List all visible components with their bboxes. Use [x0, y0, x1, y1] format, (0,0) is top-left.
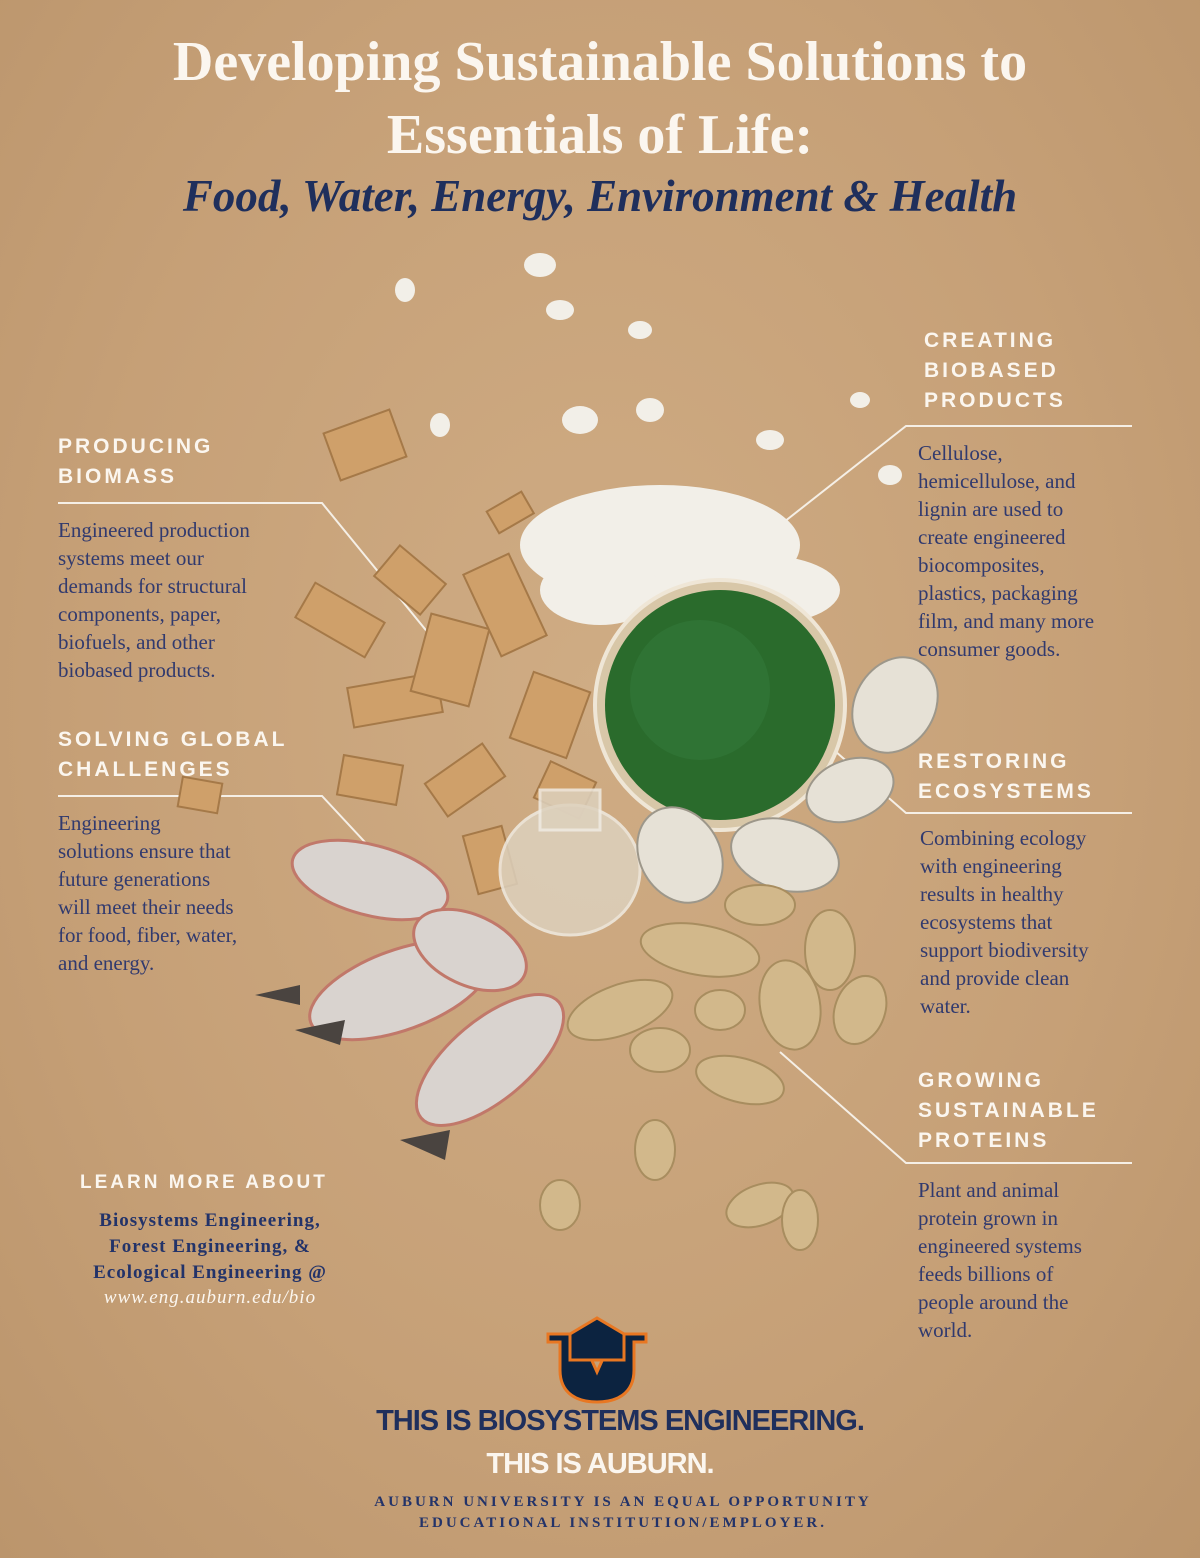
- biomass-body-line: Engineered production: [58, 518, 250, 542]
- learn-more-programs: [60, 1208, 360, 1286]
- proteins-heading-line-1: GROWING: [918, 1069, 1044, 1092]
- biomass-body-line: demands for structural: [58, 574, 247, 598]
- proteins-body-line: world.: [918, 1318, 973, 1342]
- ecosystems-body-line: water.: [920, 994, 971, 1018]
- learn-more-url[interactable]: www.eng.auburn.edu/bio: [103, 1287, 317, 1308]
- biobased-body-line: hemicellulose, and: [918, 469, 1076, 493]
- global-body-line: for food, fiber, water,: [58, 923, 238, 947]
- proteins-body-line: engineered systems: [918, 1234, 1082, 1258]
- proteins-heading-line-3: PROTEINS: [918, 1129, 1050, 1152]
- biobased-body-line: consumer goods.: [918, 637, 1061, 661]
- global-heading-line-2: CHALLENGES: [58, 758, 233, 781]
- biobased-body-line: film, and many more: [918, 609, 1095, 633]
- proteins-body-line: feeds billions of: [918, 1262, 1054, 1286]
- biomass-body-line: biofuels, and other: [58, 630, 215, 654]
- ecosystems-body: [920, 824, 1089, 1020]
- biomass-heading-line-1: PRODUCING: [58, 435, 214, 458]
- subtitle: Food, Water, Energy, Environment & Health: [182, 171, 1018, 221]
- biobased-heading-line-3: PRODUCTS: [924, 389, 1066, 412]
- foam-cluster: [395, 253, 902, 625]
- biobased-body-line: Cellulose,: [918, 441, 1003, 465]
- title-line-2: Essentials of Life:: [386, 104, 814, 166]
- tagline-auburn: THIS IS AUBURN.: [486, 1448, 714, 1480]
- learn-more-line: Biosystems Engineering,: [99, 1210, 321, 1231]
- auburn-logo: [548, 1318, 646, 1402]
- biomass-body-line: biobased products.: [58, 658, 216, 682]
- eeo-statement-line-2: EDUCATIONAL INSTITUTION/EMPLOYER.: [419, 1515, 827, 1531]
- proteins-body-line: protein grown in: [918, 1206, 1058, 1230]
- ecosystems-body-line: and provide clean: [920, 966, 1070, 990]
- biomass-body: [58, 516, 250, 684]
- biobased-body-line: plastics, packaging: [918, 581, 1078, 605]
- learn-more-line: Ecological Engineering @: [93, 1262, 327, 1283]
- biobased-heading-line-2: BIOBASED: [924, 359, 1059, 382]
- peanuts: [540, 885, 895, 1250]
- learn-more-heading: LEARN MORE ABOUT: [80, 1172, 328, 1193]
- global-body-line: and energy.: [58, 951, 155, 975]
- tagline-biosystems: THIS IS BIOSYSTEMS ENGINEERING.: [376, 1405, 864, 1437]
- biomass-body-line: systems meet our: [58, 546, 204, 570]
- global-body-line: future generations: [58, 867, 211, 891]
- title-line-1: Developing Sustainable Solutions to: [172, 31, 1028, 93]
- global-body-line: will meet their needs: [58, 895, 234, 919]
- biobased-body-line: lignin are used to: [918, 497, 1064, 521]
- biobased-heading-line-1: CREATING: [924, 329, 1057, 352]
- ecosystems-body-line: Combining ecology: [920, 826, 1087, 850]
- biobased-body-line: create engineered: [918, 525, 1066, 549]
- ecosystems-body-line: ecosystems that: [920, 910, 1053, 934]
- biobased-body: [918, 439, 1094, 663]
- global-body-line: Engineering: [58, 811, 161, 835]
- proteins-heading-line-2: SUSTAINABLE: [918, 1099, 1099, 1122]
- proteins-body: [918, 1176, 1082, 1344]
- eeo-statement-line-1: AUBURN UNIVERSITY IS AN EQUAL OPPORTUNITY: [374, 1494, 872, 1510]
- proteins-body-line: people around the: [918, 1290, 1069, 1314]
- biomass-body-line: components, paper,: [58, 602, 222, 626]
- proteins-body-line: Plant and animal: [918, 1178, 1060, 1202]
- ecosystems-heading-line-2: ECOSYSTEMS: [918, 780, 1094, 803]
- global-body-line: solutions ensure that: [58, 839, 231, 863]
- biomass-heading-line-2: BIOMASS: [58, 465, 178, 488]
- learn-more-line: Forest Engineering, &: [109, 1236, 311, 1257]
- ecosystems-body-line: support biodiversity: [920, 938, 1089, 962]
- global-body: [58, 809, 237, 977]
- global-heading-line-1: SOLVING GLOBAL: [58, 728, 288, 751]
- ecosystems-body-line: results in healthy: [920, 882, 1064, 906]
- biobased-body-line: biocomposites,: [918, 553, 1045, 577]
- glass-beaker: [500, 790, 640, 935]
- ecosystems-body-line: with engineering: [920, 854, 1062, 878]
- ecosystems-heading-line-1: RESTORING: [918, 750, 1070, 773]
